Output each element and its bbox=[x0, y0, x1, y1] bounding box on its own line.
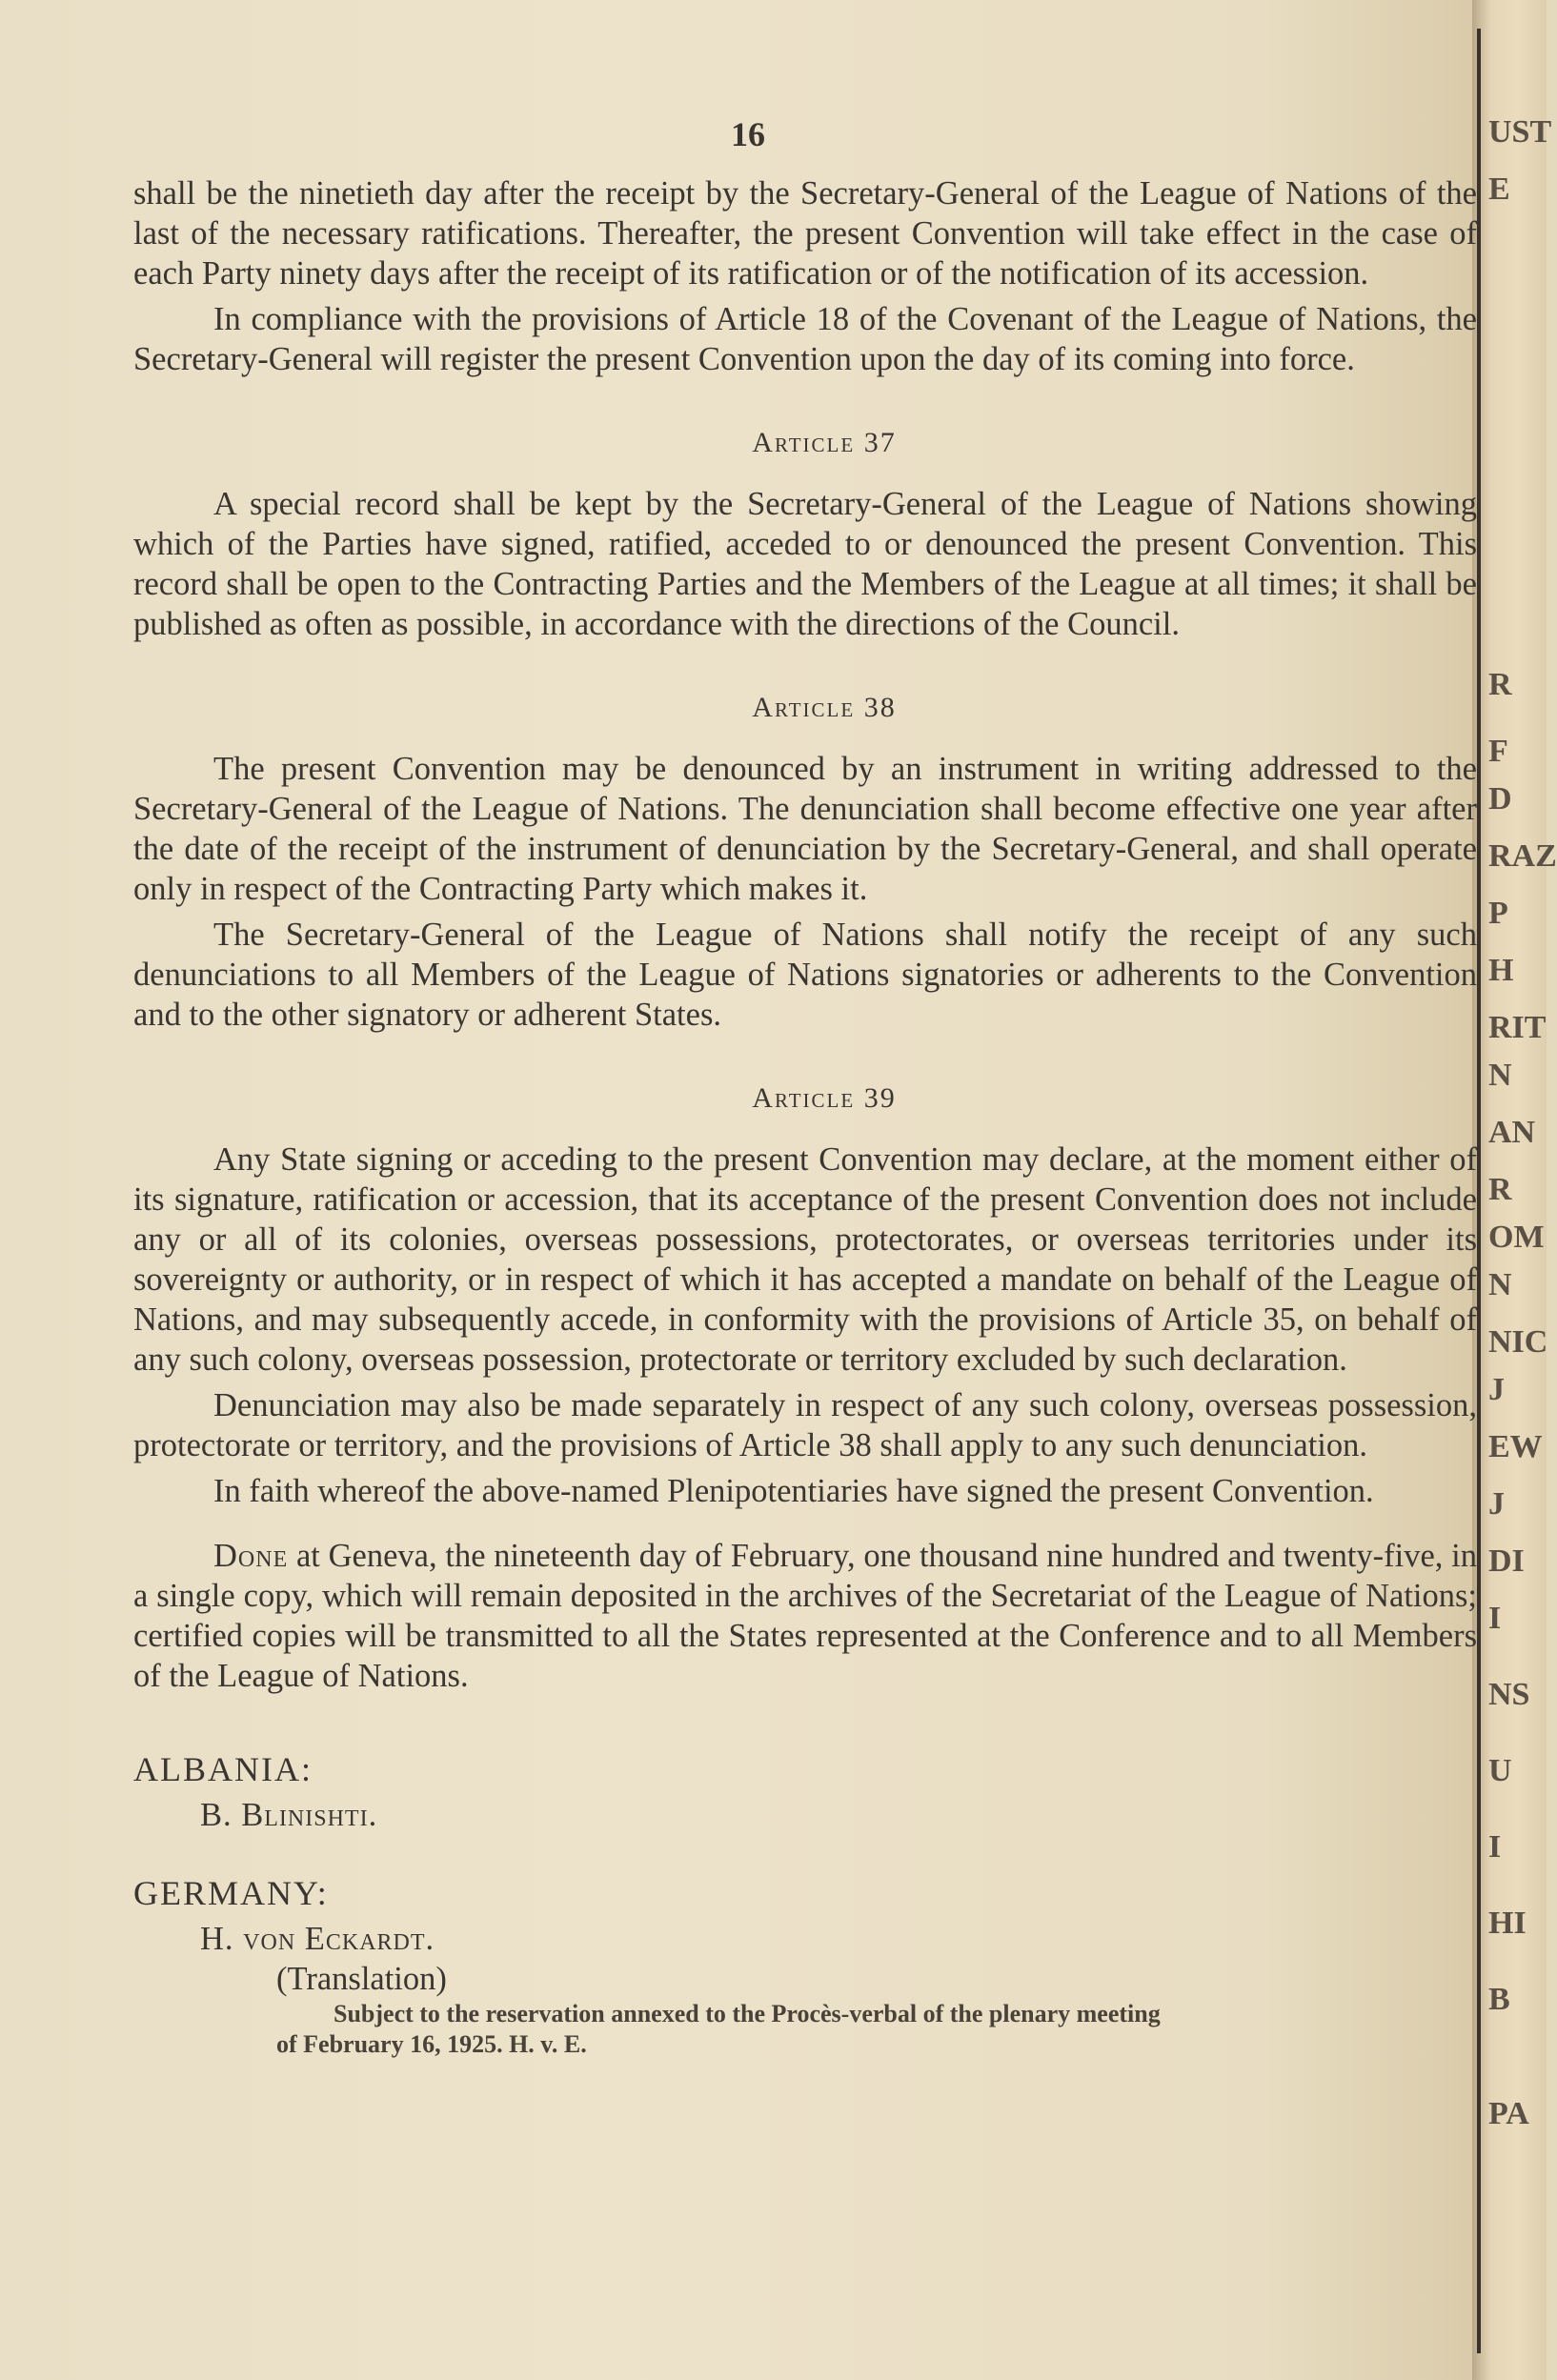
facing-page-fragment: OM bbox=[1488, 1220, 1545, 1255]
page-number: 16 bbox=[731, 115, 765, 153]
facing-page-fragment: RIT bbox=[1488, 1010, 1547, 1045]
signatory-name: B. Blinishti. bbox=[200, 1797, 378, 1833]
gutter-shadow-line bbox=[1477, 29, 1481, 2353]
facing-page-fragment: I bbox=[1488, 1829, 1502, 1865]
facing-page-fragment: F bbox=[1488, 734, 1508, 769]
article-heading: Article 37 bbox=[752, 427, 897, 458]
signatory-country: GERMANY: bbox=[133, 1874, 329, 1912]
facing-page-fragment: PA bbox=[1488, 2096, 1529, 2131]
done-clause bbox=[133, 1536, 1477, 1696]
paragraph-registration: In compliance with the provisions of Article 18 of the Covenant of the League of Nations, the Secretary-General will register the present Convention upon the day of its coming into force. bbox=[133, 301, 1477, 377]
article-paragraph: The present Convention may be denounced by an instrument in writing addressed to the Secretary-General of the League of Nations. The denunciation shall become effective one year after the date of the receipt of the instrument of denunciation by the Secretary-General, and shall operate only in respect of the Contracting Party which makes it. bbox=[133, 751, 1477, 907]
facing-page-fragment: I bbox=[1488, 1601, 1502, 1636]
facing-page-fragment: N bbox=[1488, 1058, 1512, 1093]
facing-page-fragment: J bbox=[1488, 1486, 1505, 1522]
facing-page-fragment: J bbox=[1488, 1372, 1505, 1407]
reservation-note: of February 16, 1925. H. v. E. bbox=[276, 2030, 587, 2058]
reservation-note: Subject to the reservation annexed to the Procès-verbal of the plenary meeting bbox=[334, 2000, 1161, 2027]
facing-page-fragment: H bbox=[1488, 953, 1514, 988]
article-paragraph: Denunciation may also be made separately in respect of any such colony, overseas possession, protectorate or territory, and the provisions of Article 38 shall apply to any such denunciation. bbox=[133, 1387, 1477, 1463]
facing-page-fragment: AN bbox=[1488, 1115, 1536, 1150]
facing-page-fragment: NS bbox=[1488, 1677, 1530, 1712]
done-lead: Done bbox=[213, 1538, 289, 1574]
facing-page-fragment: DI bbox=[1488, 1543, 1525, 1579]
article-paragraph: In faith whereof the above-named Plenipotentiaries have signed the present Convention. bbox=[213, 1473, 1374, 1509]
signatory-country: ALBANIA: bbox=[133, 1750, 313, 1788]
article-paragraph: The Secretary-General of the League of Nations shall notify the receipt of any such denunciations to all Members of the League of Nations signatories or adherents to the Convention and to the other signatory or adherent States. bbox=[133, 917, 1477, 1033]
translation-label: (Translation) bbox=[276, 1961, 447, 1997]
done-text: at Geneva, the nineteenth day of February, one thousand nine hundred and twenty-five, in a single copy, which will remain deposited in the archives of the Secretariat of the League of Nations; certified copies will be transmitted to all the States represented at the Conference and to all Members of the League of Nations. bbox=[133, 1538, 1477, 1694]
facing-page-fragment: U bbox=[1488, 1753, 1512, 1788]
facing-page-fragment: HI bbox=[1488, 1906, 1527, 1941]
paragraph-continued: shall be the ninetieth day after the receipt by the Secretary-General of the League of Nations of the last of the necessary ratifications. Thereafter, the present Convention will take effect in the case of each Party ninety days after the receipt of its ratification or of the notification of its accession. bbox=[133, 175, 1477, 292]
facing-page-fragment: N bbox=[1488, 1267, 1512, 1302]
facing-page-fragment: UST bbox=[1488, 114, 1552, 150]
article-paragraph: A special record shall be kept by the Secretary-General of the League of Nations showing which of the Parties have signed, ratified, acceded to or denounced the present Convention. This record shall be open to the Contracting Parties and the Members of the League at all times; it shall be published as often as possible, in accordance with the directions of the Council. bbox=[133, 486, 1477, 642]
facing-page-fragment: RAZ bbox=[1488, 838, 1557, 874]
article-heading: Article 38 bbox=[752, 692, 897, 723]
facing-page-fragment: NIC bbox=[1488, 1324, 1548, 1360]
article-heading: Article 39 bbox=[752, 1082, 897, 1114]
facing-page-fragment: P bbox=[1488, 896, 1508, 931]
facing-page-fragment: E bbox=[1488, 171, 1510, 207]
article-paragraph: Any State signing or acceding to the present Convention may declare, at the moment either of its signature, ratification or accession, that its acceptance of the present Convention does not include any or all of its colonies, overseas possessions, protectorates, or overseas territories under its sovereignty or authority, or in respect of which it has accepted a mandate on behalf of the League of Nations, and may subsequently accede, in conformity with the provisions of Article 35, on behalf of any such colony, overseas possession, protectorate or territory excluded by such declaration. bbox=[133, 1141, 1477, 1378]
facing-page-fragment: B bbox=[1488, 1982, 1510, 2017]
facing-page-fragment: R bbox=[1488, 667, 1512, 702]
facing-page-fragment: R bbox=[1488, 1172, 1512, 1207]
facing-page-fragment: D bbox=[1488, 781, 1512, 817]
facing-page-fragment: EW bbox=[1488, 1429, 1543, 1464]
signatory-name: H. von Eckardt. bbox=[200, 1921, 435, 1957]
page-content bbox=[133, 114, 1477, 2060]
